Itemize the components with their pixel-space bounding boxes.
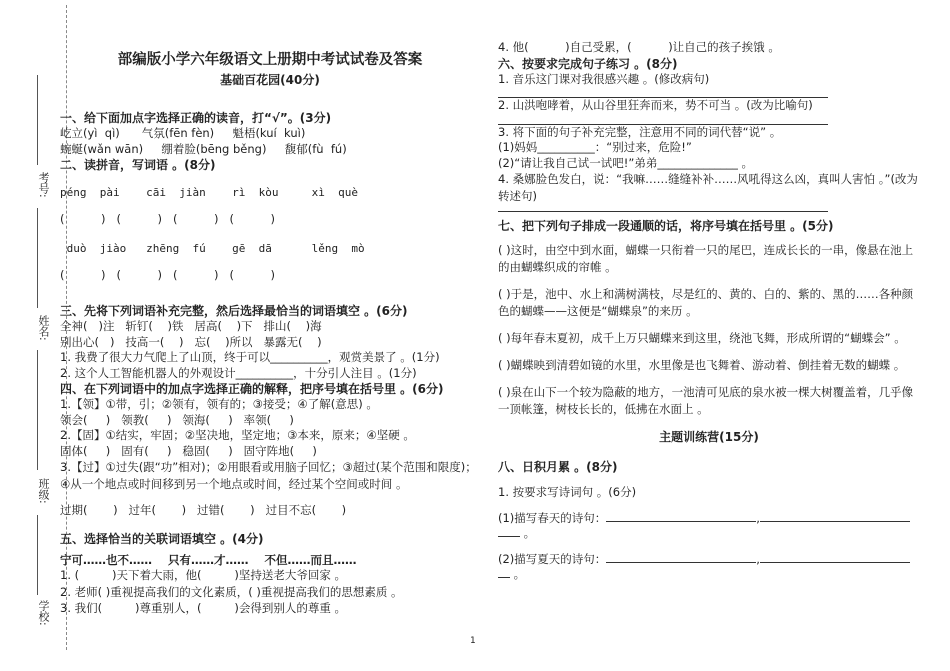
q3-line: 全神( )注 斩钉( )铁 居高( )下 排山( )海: [60, 319, 322, 333]
answer-boxes[interactable]: ( ) ( ) ( ) ( ): [60, 212, 276, 226]
ordering-sentence: ( )每年春末夏初，成千上万只蝴蝶来到这里，绕池飞舞，形成所谓的“蝴蝶会” 。: [498, 331, 906, 345]
q8-line: (1)描写春天的诗句： ,: [498, 511, 920, 527]
ordering-sentence: ( )蝴蝶映到清碧如镜的水里，水里像是也飞舞着、游动着、倒挂着无数的蝴蝶 。: [498, 358, 906, 372]
spring-poem-label: (1)描写春天的诗句：: [498, 510, 607, 525]
q6-line: (2)“请让我自己试一试吧!”弟弟______________ 。: [498, 155, 753, 170]
binding-margin: [26, 60, 50, 650]
sentence-end: 。: [520, 526, 536, 540]
pinyin-row: péng pài cāi jiàn rì kòu xì què: [60, 186, 359, 199]
answer-line[interactable]: [606, 552, 756, 563]
q6-line: 2. 山洪咆哮着，从山谷里狂奔而来，势不可当 。(改为比喻句): [498, 98, 813, 112]
summer-poem-label: (2)描写夏天的诗句：: [498, 551, 607, 566]
exam-title: 部编版小学六年级语文上册期中考试试卷及答案: [117, 52, 423, 68]
answer-line[interactable]: [498, 114, 828, 125]
ordering-sentence: ( )泉在山下一个较为隐蔽的地方，一池清可见底的泉水被一棵大树覆盖着，几乎像一顶帐篷，树枝长长的，低拂在水面上 。: [498, 385, 914, 416]
answer-line[interactable]: [498, 87, 828, 98]
divider-line: [37, 208, 38, 308]
answer-line[interactable]: [606, 511, 756, 522]
q8-line: (2)描写夏天的诗句： ,: [498, 552, 920, 568]
class-label: 班级:: [37, 478, 50, 504]
q4-line: 1.【领】①带，引；②领有，领有的；③接受；④了解(意思) 。: [60, 397, 378, 411]
q4-line: 2.【固】①结实，牢固；②坚决地，坚定地；③本来，原来；④坚硬 。: [60, 428, 415, 442]
q5-line: 2. 老师( )重视提高我们的文化素质，( )重视提高我们的思想素质 。: [60, 584, 403, 599]
answer-line[interactable]: [760, 552, 910, 563]
answer-line[interactable]: [760, 511, 910, 522]
q6-line: 3. 将下面的句子补充完整，注意用不同的词代替“说” 。: [498, 124, 782, 139]
q3-line: 2. 这个人工智能机器人的外观设计__________，十分引人注目 。(1分): [60, 365, 417, 380]
q5-line: 4. 他( )自己受累，( )让自己的孩子挨饿 。: [498, 40, 780, 54]
q3-heading: 三、先将下列词语补充完整，然后选择最恰当的词语填空 。(6分): [60, 304, 408, 318]
q5-line: 3. 我们( )尊重别人，( )会得到别人的尊重 。: [60, 600, 347, 615]
q6-line: (1)妈妈__________：“别过来，危险!”: [498, 140, 692, 154]
q3-line: 1. 我费了很大力气爬上了山顶，终于可以__________，观赏美景了 。(1分): [60, 350, 440, 364]
answer-line[interactable]: [498, 526, 520, 537]
q4-line: 3.【过】①过失(跟“功”相对)；②用眼看或用脑子回忆；③超过(某个范围和限度)；④从一个地点或时间移到另一个地点或时间，经过某个空间或时间 。: [60, 460, 477, 491]
q6-line: 4. 桑娜脸色发白，说：“我嘛……缝缝补补……风吼得这么凶，真叫人害怕 。”(改为转述句): [498, 172, 918, 203]
name-label: 姓名:: [37, 315, 50, 341]
q1-heading: 一、给下面加点字选择正确的读音，打“√”。(3分): [60, 111, 332, 125]
q8-line: [498, 526, 920, 542]
q1-line: 蜿蜒(wǎn wān) 绷着脸(bēng běng) 馥郁(fù fú): [60, 141, 347, 156]
q8-heading: 八、日积月累 。(8分): [498, 460, 618, 474]
exam-number-label: 考号:: [37, 172, 50, 198]
right-column: [498, 40, 920, 583]
section-subtitle: 基础百花园(40分): [220, 73, 320, 87]
school-label: 学校:: [37, 600, 50, 626]
ordering-sentence: ( )这时，由空中到水面，蝴蝶一只衔着一只的尾巴，连成长长的一串，像悬在池上的由蝴蝶织成的帘帷 。: [498, 243, 914, 274]
q4-line: 领会( ) 领教( ) 领海( ) 率领( ): [60, 412, 294, 427]
left-column: [60, 40, 480, 616]
q5-line: 1. ( )天下着大雨，他( )坚持送老大爷回家 。: [60, 568, 347, 582]
page-number: 1: [470, 636, 476, 646]
answer-line[interactable]: [498, 567, 510, 578]
q4-line: 过期( ) 过年( ) 过错( ) 过目不忘( ): [60, 503, 347, 517]
q5-heading: 五、选择恰当的关联词语填空 。(4分): [60, 531, 264, 546]
q2-heading: 二、读拼音，写词语 。(8分): [60, 158, 216, 172]
ordering-sentence: ( )于是，池中、水上和满树满枝，尽是红的、黄的、白的、紫的、黑的……各种颜色的蝴蝶——这便是“蝴蝶泉”的来历 。: [498, 287, 914, 318]
exam-number-line: [37, 75, 38, 165]
sentence-end: 。: [510, 567, 526, 581]
answer-boxes[interactable]: ( ) ( ) ( ) ( ): [60, 268, 276, 282]
q6-heading: 六、按要求完成句子练习 。(8分): [498, 56, 678, 71]
pinyin-row: duò jiào zhēng fú gē dā lěng mò: [60, 242, 365, 255]
q4-line: 固体( ) 固有( ) 稳固( ) 固守阵地( ): [60, 443, 317, 458]
name-line: [37, 350, 38, 470]
q1-line: 屹立(yì qì) 气氛(fēn fèn) 魁梧(kuí kuì): [60, 126, 306, 140]
theme-title: 主题训练营(15分): [659, 430, 759, 444]
q7-heading: 七、把下列句子排成一段通顺的话，将序号填在括号里 。(5分): [498, 219, 834, 233]
q6-line: 1. 音乐这门课对我很感兴趣 。(修改病句): [498, 71, 710, 86]
q3-line: 别出心( ) 技高一( ) 忘( )所以 暴露无( ): [60, 334, 322, 349]
answer-line[interactable]: [498, 205, 828, 212]
q8-line: 1. 按要求写诗词句 。(6分): [498, 485, 637, 499]
class-line: [37, 515, 38, 595]
q8-line: [498, 567, 920, 583]
q4-heading: 四、在下列词语中的加点字选择正确的解释，把序号填在括号里 。(6分): [60, 382, 444, 396]
conjunction-options: 宁可……也不…… 只有……才…… 不但……而且……: [60, 552, 357, 567]
